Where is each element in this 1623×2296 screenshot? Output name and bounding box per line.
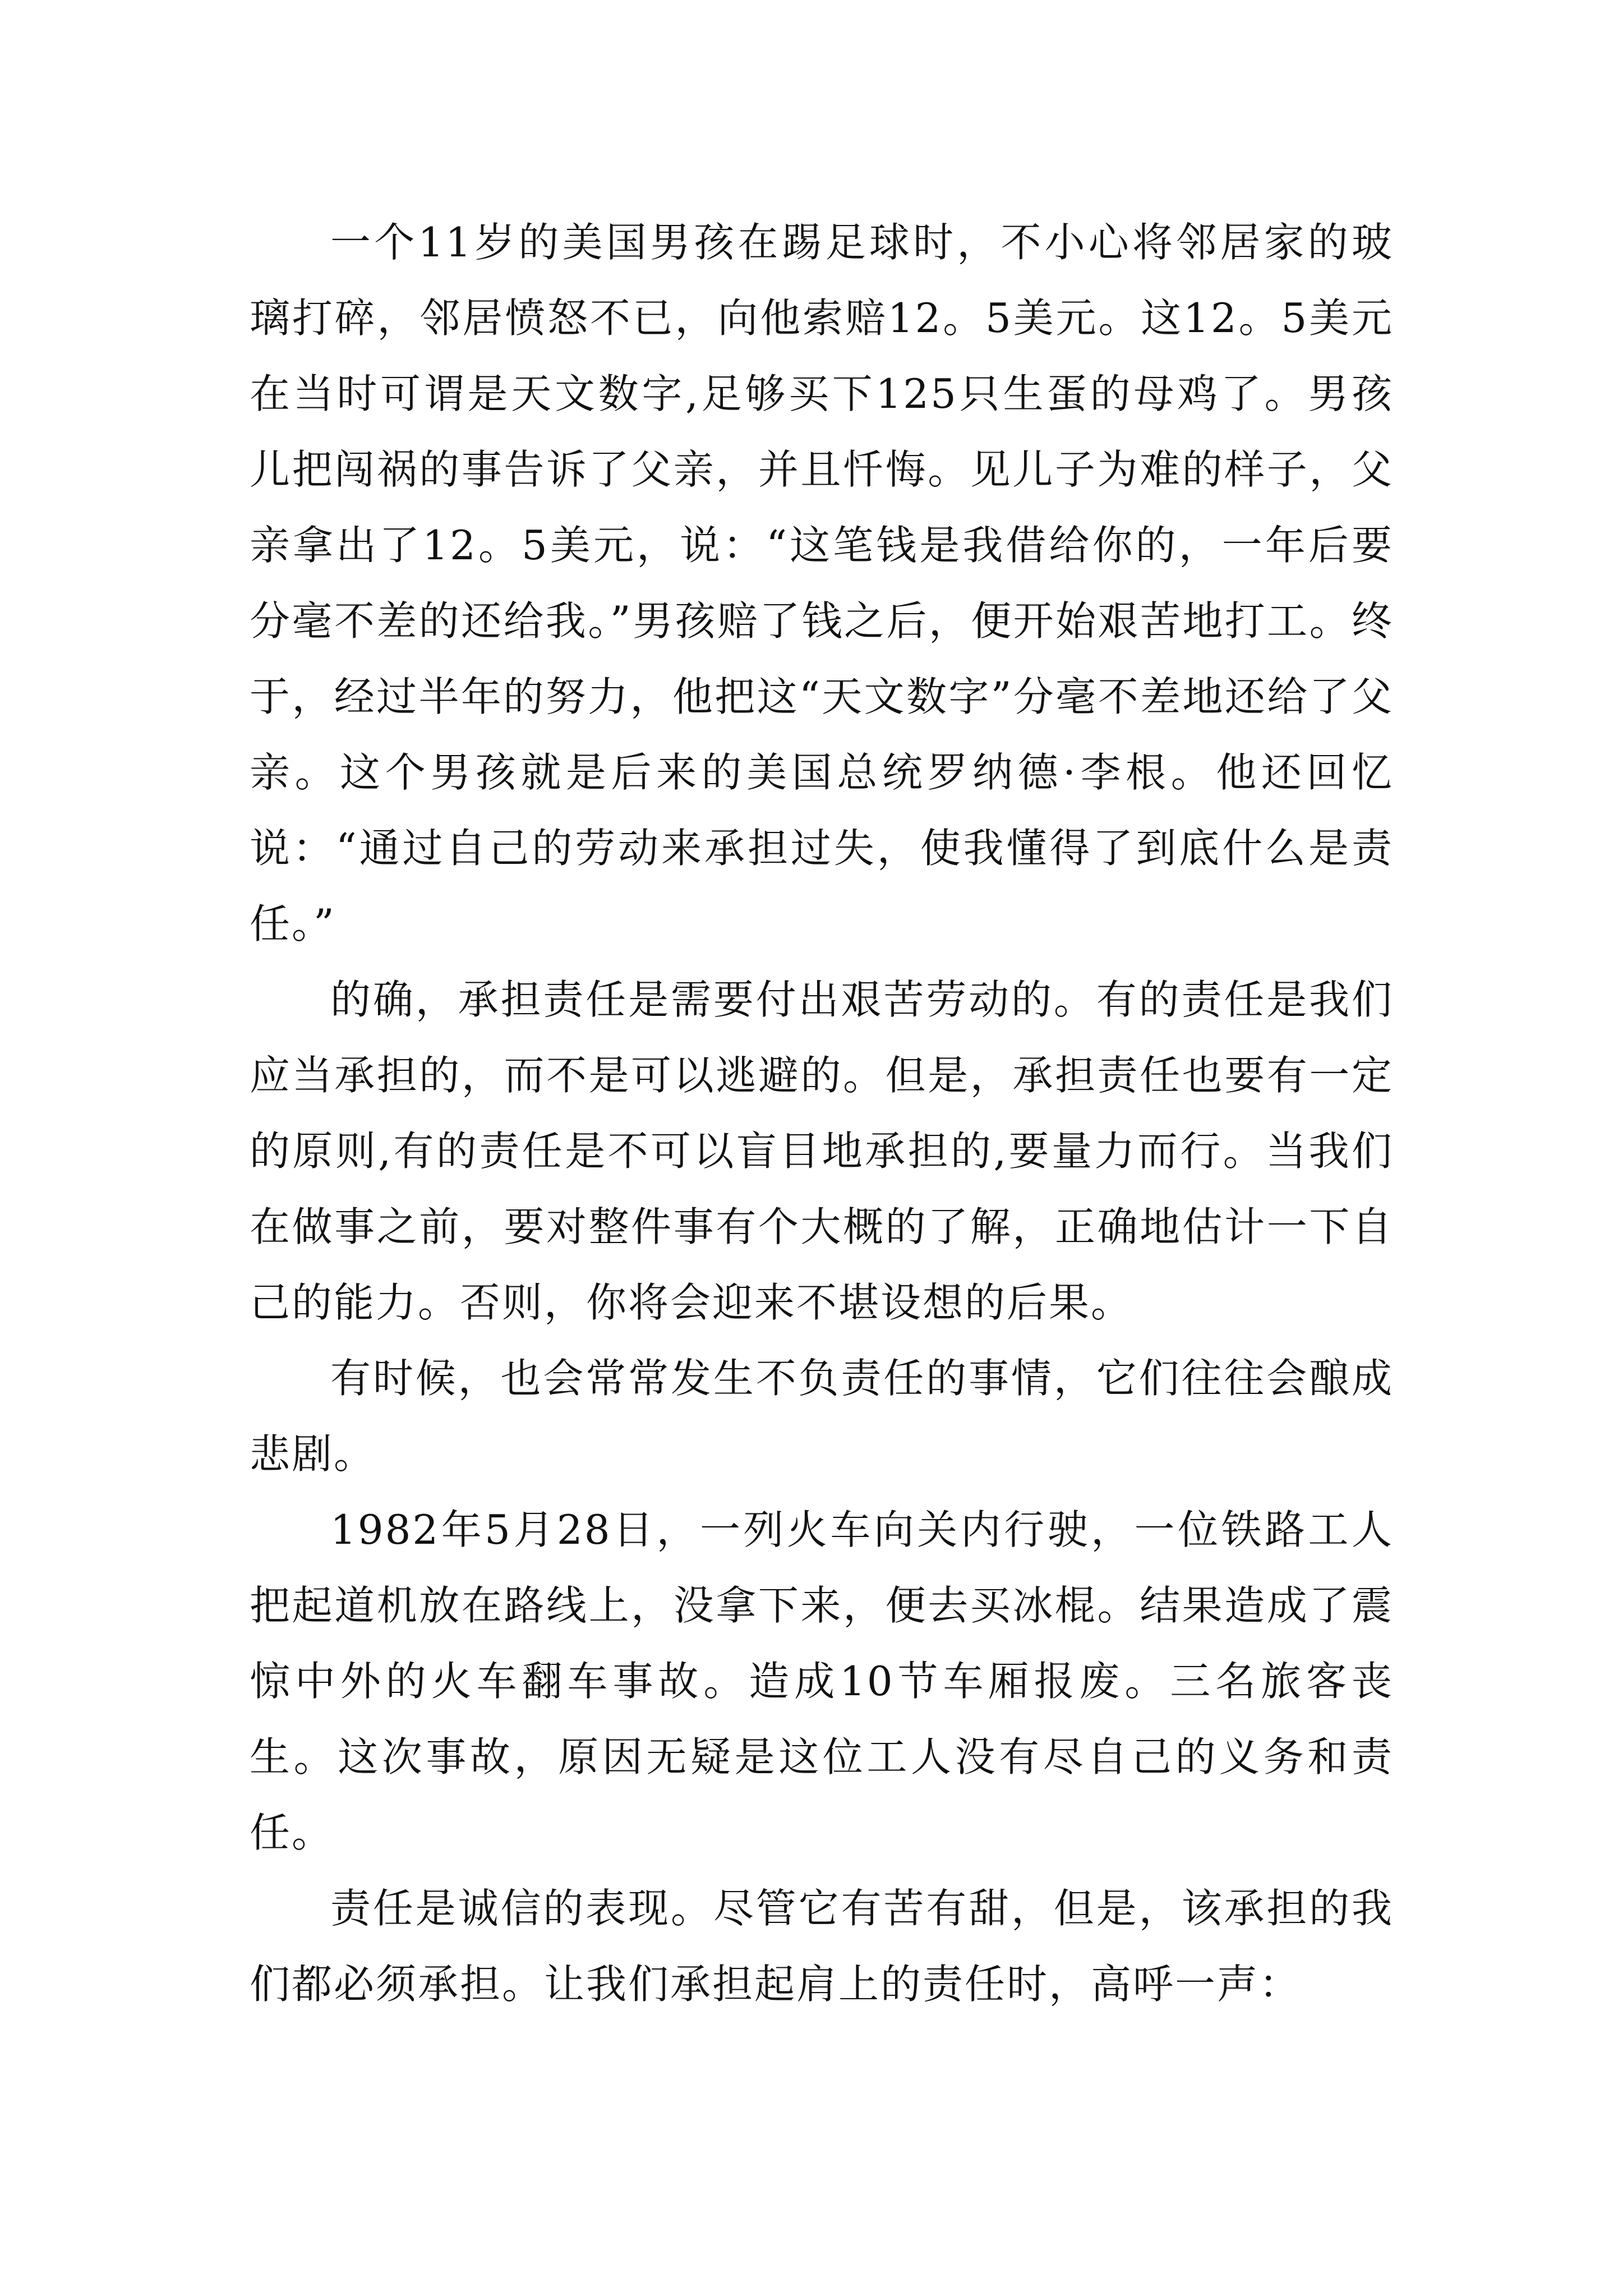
paragraph-irresponsibility: 有时候，也会常常发生不负责任的事情，它们往往会酿成悲剧。	[250, 1355, 1394, 1478]
paragraph-reagan-story: 一个11岁的美国男孩在踢足球时，不小心将邻居家的玻璃打碎，邻居愤怒不已，向他索赔12。5美元。这12。5美元在当时可谓是天文数字,足够买下125只生蛋的母鸡了。男孩儿把闯祸的事告诉了父亲，并且忏悔。见儿子为难的样子，父亲拿出了12。5美元，说：“这笔钱是我借给你的，一年后要分毫不差的还给我。”男孩赔了钱之后，便开始艰苦地打工。终于，经过半年的努力，他把这“天文数字”分毫不差地还给了父亲。这个男孩就是后来的美国总统罗纳德·李根。他还回忆说：“通过自己的劳动来承担过失，使我懂得了到底什么是责任。”	[250, 219, 1394, 947]
paragraph-responsibility-principle: 的确，承担责任是需要付出艰苦劳动的。有的责任是我们应当承担的，而不是可以逃避的。但是，承担责任也要有一定的原则,有的责任是不可以盲目地承担的,要量力而行。当我们在做事之前，要对整件事有个大概的了解，正确地估计一下自己的能力。否则，你将会迎来不堪设想的后果。	[250, 976, 1394, 1326]
paragraph-train-accident: 1982年5月28日，一列火车向关内行驶，一位铁路工人把起道机放在路线上，没拿下来，便去买冰棍。结果造成了震惊中外的火车翻车事故。造成10节车厢报废。三名旅客丧生。这次事故，原因无疑是这位工人没有尽自己的义务和责任。	[250, 1506, 1394, 1856]
document-body	[250, 205, 1394, 2022]
paragraph-conclusion: 责任是诚信的表现。尽管它有苦有甜，但是，该承担的我们都必须承担。让我们承担起肩上的责任时，高呼一声：	[250, 1885, 1394, 2008]
